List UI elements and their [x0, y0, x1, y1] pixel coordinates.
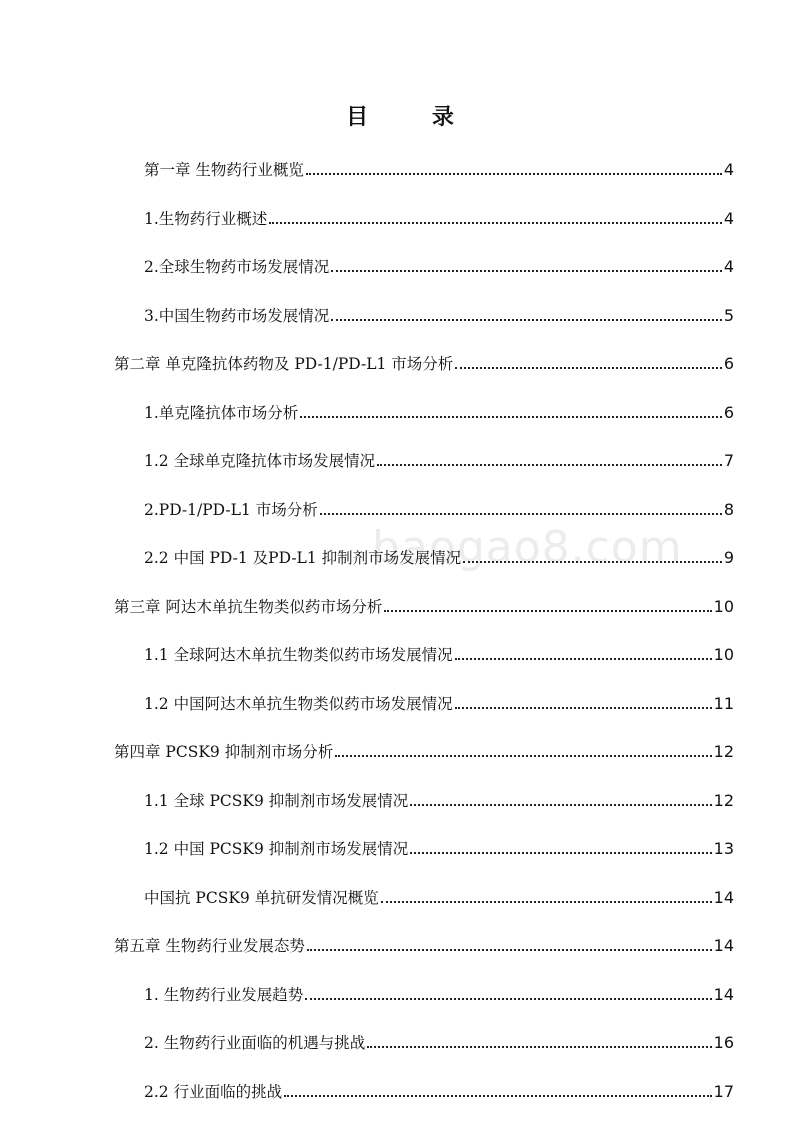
toc-entry-page: 10: [713, 645, 734, 664]
toc-entry-label: 第二章 单克隆抗体药物及 PD-1/PD-L1 市场分析: [114, 355, 454, 373]
toc-entry-label: 1.1 全球阿达木单抗生物类似药市场发展情况: [144, 646, 453, 664]
toc-entry-page: 16: [713, 1033, 734, 1052]
toc-entry-chapter-2[interactable]: [114, 352, 734, 376]
toc-entry-label: 1.单克隆抗体市场分析: [144, 404, 299, 422]
dot-leader: [284, 1082, 712, 1097]
dot-leader: [307, 936, 712, 951]
toc-entry[interactable]: [144, 886, 734, 910]
dot-leader: [410, 791, 711, 806]
toc-entry[interactable]: [144, 255, 734, 279]
dot-leader: [381, 888, 712, 903]
toc-entry[interactable]: [144, 546, 734, 570]
dot-leader: [331, 257, 722, 272]
dot-leader: [455, 354, 722, 369]
dot-leader: [367, 1033, 711, 1048]
dot-leader: [455, 645, 712, 660]
dot-leader: [306, 160, 722, 175]
toc-entry-page: 6: [723, 403, 734, 422]
toc-entry-label: 3.中国生物药市场发展情况: [144, 307, 330, 325]
toc-entry-page: 14: [713, 936, 734, 955]
dot-leader: [463, 548, 722, 563]
toc-entry-label: 第一章 生物药行业概览: [144, 161, 304, 179]
dot-leader: [269, 209, 722, 224]
toc-entry[interactable]: [144, 304, 734, 328]
toc-entry-page: 12: [713, 791, 734, 810]
watermark: baogao8.com: [372, 522, 683, 573]
toc-entry-label: 2.PD-1/PD-L1 市场分析: [144, 501, 318, 519]
toc-entry-page: 14: [713, 888, 734, 907]
toc-entry-page: 9: [723, 548, 734, 567]
toc-entry-label: 1. 生物药行业发展趋势: [144, 986, 304, 1004]
toc-entry-label: 第四章 PCSK9 抑制剂市场分析: [114, 743, 334, 761]
toc-entry[interactable]: [144, 837, 734, 861]
toc-entry-chapter-1[interactable]: [144, 158, 734, 182]
dot-leader: [335, 742, 711, 757]
page-title: 目 录: [346, 104, 482, 130]
toc-entry-page: 5: [723, 306, 734, 325]
toc-entry-label: 1.1 全球 PCSK9 抑制剂市场发展情况: [144, 792, 409, 810]
toc-entry-label: 1.2 中国 PCSK9 抑制剂市场发展情况: [144, 840, 409, 858]
toc-entry-page: 7: [723, 451, 734, 470]
toc-entry-chapter-5[interactable]: [114, 934, 734, 958]
toc-entry-label: 1.生物药行业概述: [144, 210, 268, 228]
toc-entry-page: 4: [723, 160, 734, 179]
dot-leader: [305, 985, 711, 1000]
dot-leader: [331, 306, 722, 321]
toc-entry[interactable]: [144, 1080, 734, 1104]
toc-entry-page: 17: [713, 1082, 734, 1101]
toc-entry[interactable]: [144, 498, 734, 522]
toc-entry-page: 6: [723, 354, 734, 373]
toc-entry[interactable]: [144, 401, 734, 425]
toc-entry[interactable]: [144, 789, 734, 813]
toc-entry[interactable]: [144, 207, 734, 231]
toc-entry-label: 2.全球生物药市场发展情况: [144, 258, 330, 276]
toc-entry-label: 第三章 阿达木单抗生物类似药市场分析: [114, 598, 383, 616]
toc-entry-page: 11: [713, 694, 734, 713]
dot-leader: [410, 839, 711, 854]
toc-entry[interactable]: [144, 449, 734, 473]
toc-entry-page: 4: [723, 209, 734, 228]
toc-entry-page: 10: [713, 597, 734, 616]
toc-entry[interactable]: [144, 983, 734, 1007]
toc-entry-label: 中国抗 PCSK9 单抗研发情况概览: [144, 889, 379, 907]
dot-leader: [377, 451, 722, 466]
toc-entry[interactable]: [144, 643, 734, 667]
toc-entry-label: 2.2 中国 PD-1 及PD-L1 抑制剂市场发展情况: [144, 549, 462, 567]
toc-entry-label: 2.2 行业面临的挑战: [144, 1083, 283, 1101]
toc-entry-page: 14: [713, 985, 734, 1004]
dot-leader: [384, 597, 711, 612]
dot-leader: [320, 500, 722, 515]
dot-leader: [455, 694, 712, 709]
toc-entry[interactable]: [144, 692, 734, 716]
dot-leader: [300, 403, 722, 418]
toc-entry-label: 1.2 中国阿达木单抗生物类似药市场发展情况: [144, 695, 453, 713]
toc-entry-chapter-4[interactable]: [114, 740, 734, 764]
toc-entry-page: 13: [713, 839, 734, 858]
toc-entry-page: 12: [713, 742, 734, 761]
toc-entry-page: 4: [723, 257, 734, 276]
toc-entry-chapter-3[interactable]: [114, 595, 734, 619]
toc-entry-label: 1.2 全球单克隆抗体市场发展情况: [144, 452, 376, 470]
toc-entry-label: 2. 生物药行业面临的机遇与挑战: [144, 1034, 366, 1052]
toc-entry-label: 第五章 生物药行业发展态势: [114, 937, 305, 955]
toc-entry-page: 8: [723, 500, 734, 519]
toc-entry[interactable]: [144, 1031, 734, 1055]
